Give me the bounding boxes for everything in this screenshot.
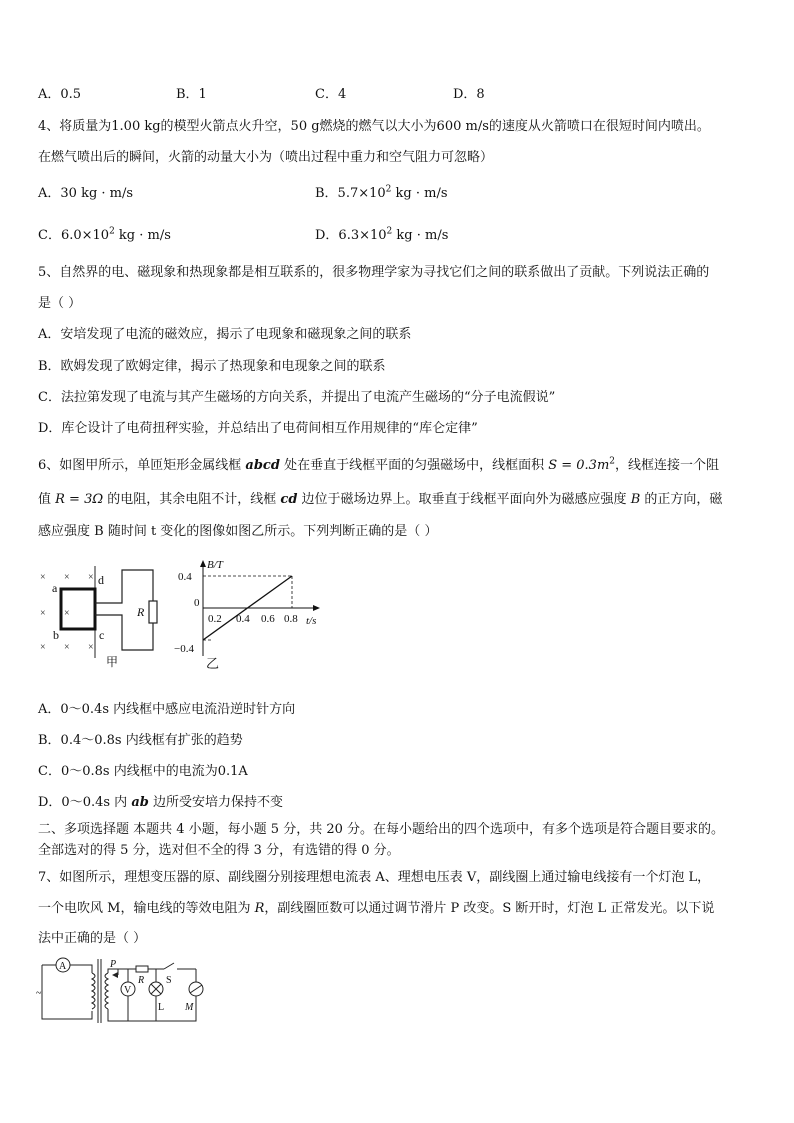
q6-option-d[interactable] [38,791,283,810]
ac-source-label: ~ [36,988,42,999]
q5-option-d[interactable]: D．库仑设计了电荷扭秤实验，并总结出了电荷间相互作用规律的“库仑定律” [38,421,478,436]
q6-var-b: B [630,492,641,507]
q4-option-c[interactable] [38,224,171,243]
q6-text: 的电阻，其余电阻不计，线框 [103,492,281,507]
q4-option-d-base: D．6.3×10 [315,228,387,243]
q4-option-d-exponent: 2 [386,226,393,237]
q7-var-r: R [254,901,265,916]
section2-heading-line1: 二、多项选择题 本题共 4 小题，每小题 5 分，共 20 分。在每小题给出的四个选项中，有多个选项是符合题目要求的。 [38,822,725,837]
label-r: R [137,605,145,619]
q6-figure-graph [170,556,330,672]
q6-stem-line2 [38,488,722,507]
slider-p [112,972,118,978]
resistor-r [136,966,148,972]
y-axis-arrow [200,560,206,567]
q4-option-c-base: C．6.0×10 [38,228,110,243]
q6-option-a[interactable]: A．0～0.4s 内线框中感应电流沿逆时针方向 [38,702,296,717]
field-x-mark: × [40,642,46,653]
q3-option-d[interactable]: D．8 [453,87,485,102]
x-tick-label: 0.4 [236,613,250,625]
q4-option-d-unit: kg · m/s [392,228,449,243]
field-x-mark: × [88,642,94,653]
field-x-mark: × [88,572,94,583]
q6-text: ，线框连接一个阻 [615,458,720,473]
q6-text: 6、如图甲所示，单匝矩形金属线框 [38,458,246,473]
lamp-label: L [158,1002,165,1013]
ammeter-label: A [59,961,67,972]
q6-var-ab: ab [131,795,149,810]
label-d: d [98,573,104,587]
x-axis-label: t/s [306,615,317,627]
q6-resistance: R = 3Ω [55,492,104,507]
q6-option-d-text: D．0～0.4s 内 [38,795,132,810]
q5-stem-line2: 是（ ） [38,296,82,311]
q6-text: 值 [38,492,56,507]
q6-var-cd: cd [280,492,298,507]
q5-option-b[interactable]: B．欧姆发现了欧姆定律，揭示了热现象和电现象之间的联系 [38,359,386,374]
q6-var-abcd: abcd [245,458,280,473]
x-tick-label: 0.2 [208,613,222,625]
motor-label: M [185,1002,194,1013]
q7-text: 一个电吹风 M，输电线的等效电阻为 [38,901,255,916]
primary-coil [92,973,95,1009]
primary-wire [42,965,92,1019]
slider-label: P [110,959,117,970]
q6-option-c[interactable]: C．0～0.8s 内线框中的电流为0.1A [38,764,248,779]
q6-stem-line3: 感应强度 B 随时间 t 变化的图像如图乙所示。下列判断正确的是（ ） [38,524,438,539]
field-x-mark: × [64,608,70,619]
resistor [149,601,157,623]
section2-heading-line2: 全部选对的得 5 分，选对但不全的得 3 分，有选错的得 0 分。 [38,843,400,858]
q5-stem-line1: 5、自然界的电、磁现象和热现象都是相互联系的，很多物理学家为寻找它们之间的联系做出了贡献。下列说法正确的 [38,265,710,280]
figure-caption-jia: 甲 [106,655,119,669]
q7-text: ，副线圈匝数可以通过调节滑片 P 改变。S 断开时，灯泡 L 正常发光。以下说 [264,901,715,916]
q4-option-b-base: B．5.7×10 [315,186,386,201]
q4-stem-line1: 4、将质量为1.00 kg的模型火箭点火升空，50 g燃烧的燃气以大小为600 m/s的速度从火箭喷口在很短时间内喷出。 [38,119,710,134]
q6-stem-line1 [38,454,719,473]
q4-option-d[interactable] [315,224,448,243]
x-tick-label: 0.8 [284,613,298,625]
field-x-mark: × [40,608,46,619]
q4-option-b-exponent: 2 [385,184,392,195]
q6-option-d-text: 边所受安培力保持不变 [148,795,283,810]
label-b: b [53,628,59,642]
q6-text: 处在垂直于线框平面的匀强磁场中，线框面积 [279,458,549,473]
resistor-label: R [138,975,145,986]
label-c: c [99,628,105,642]
q7-figure-circuit [36,955,206,1027]
figure-caption-yi: 乙 [206,656,220,671]
primary-wire [70,965,92,973]
q7-stem-line2 [38,897,714,916]
q6-area: S = 0.3m [548,458,610,473]
switch-s [164,963,174,969]
y-tick-label: −0.4 [174,643,194,655]
q3-option-c[interactable]: C．4 [315,87,347,102]
q5-option-a[interactable]: A．安培发现了电流的磁效应，揭示了电现象和磁现象之间的联系 [38,327,412,342]
voltmeter-label: V [124,985,132,996]
y-tick-label: 0.4 [178,571,192,583]
q4-option-b-unit: kg · m/s [391,186,448,201]
origin-label: 0 [194,597,200,609]
q6-text: 的正方向，磁 [640,492,723,507]
x-tick-label: 0.6 [261,613,275,625]
q3-option-a[interactable]: A．0.5 [38,87,82,102]
q3-option-b[interactable]: B．1 [176,87,207,102]
switch-label: S [166,975,172,986]
q7-stem-line3: 法中正确的是（ ） [38,931,147,946]
x-axis-arrow [313,605,320,611]
q7-stem-line1: 7、如图所示，理想变压器的原、副线圈分别接理想电流表 A、理想电压表 V，副线圈上通过输电线接有一个灯泡 L， [38,870,711,885]
field-x-mark: × [64,572,70,583]
label-a: a [52,581,58,595]
q4-option-c-unit: kg · m/s [114,228,171,243]
q4-option-a[interactable]: A．30 kg · m/s [38,186,134,201]
q4-option-b[interactable] [315,182,448,201]
field-x-mark: × [64,642,70,653]
q4-option-c-exponent: 2 [109,226,115,237]
field-x-mark: × [40,572,46,583]
q5-option-c[interactable]: C．法拉第发现了电流与其产生磁场的方向关系，并提出了电流产生磁场的“分子电流假说” [38,390,556,405]
secondary-wire [108,995,196,1021]
q6-area-exponent: 2 [609,456,616,467]
q6-text: 边位于磁场边界上。取垂直于线框平面向外为磁感应强度 [297,492,631,507]
q6-figure-circuit [36,558,166,670]
secondary-coil [105,973,108,1009]
q4-stem-line2: 在燃气喷出后的瞬间，火箭的动量大小为（喷出过程中重力和空气阻力可忽略） [38,150,494,165]
q6-option-b[interactable]: B．0.4～0.8s 内线框有扩张的趋势 [38,733,243,748]
y-axis-label: B/T [207,559,223,571]
